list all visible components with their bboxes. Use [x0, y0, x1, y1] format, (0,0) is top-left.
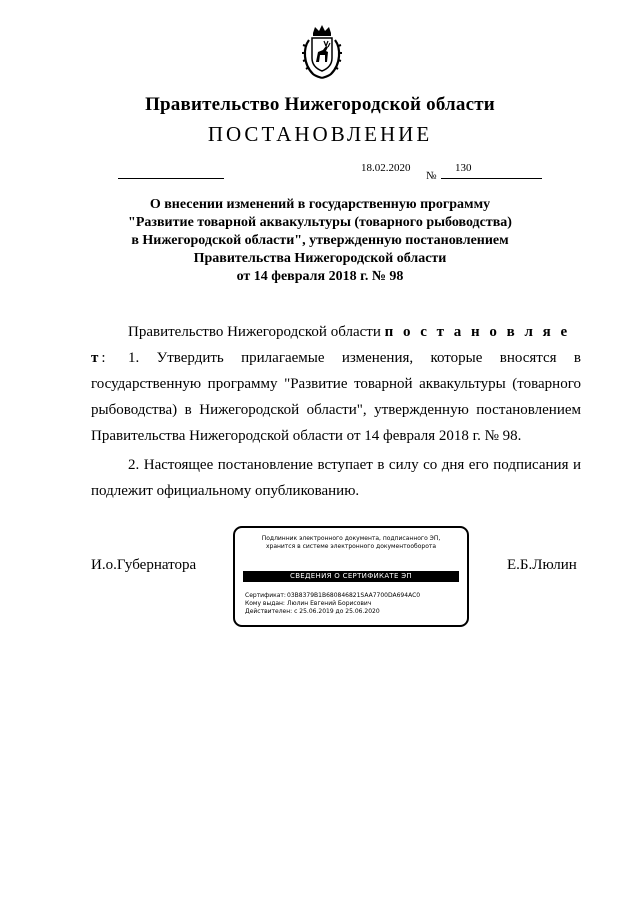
document-date: 18.02.2020	[361, 162, 411, 174]
intro-text: Правительство Нижегородской области	[128, 324, 381, 340]
document-type: ПОСТАНОВЛЕНИЕ	[207, 122, 433, 146]
stamp-issued-label: Кому выдан:	[245, 600, 285, 607]
stamp-note-line: хранится в системе электронного документооборота	[265, 543, 437, 550]
stamp-valid-value: с 25.06.2019 до 25.06.2020	[294, 608, 380, 615]
stamp-cert-row	[245, 592, 420, 599]
stamp-valid-label: Действителен:	[245, 608, 293, 615]
stamp-title: СВЕДЕНИЯ О СЕРТИФИКАТЕ ЭП	[243, 571, 459, 582]
government-title: Правительство Нижегородской области	[145, 94, 495, 115]
document-subject	[100, 196, 540, 286]
stamp-issued-value: Люлин Евгений Борисович	[287, 600, 372, 607]
subject-line: в Нижегородской области", утвержденную постановлением	[131, 233, 509, 248]
blank-line-left	[118, 178, 224, 179]
stamp-note	[235, 535, 467, 551]
signatory-position: И.о.Губернатора	[91, 557, 197, 573]
subject-line: Правительства Нижегородской области	[193, 251, 447, 266]
stamp-issued-row	[245, 600, 371, 607]
e-signature-stamp	[233, 526, 469, 627]
subject-line: от 14 февраля 2018 г. № 98	[236, 269, 404, 284]
subject-line: О внесении изменений в государственную программу	[149, 197, 491, 212]
number-line	[441, 178, 542, 179]
coat-of-arms-icon	[301, 24, 343, 80]
intro-colon: :	[101, 350, 106, 366]
stamp-cert-label: Сертификат:	[245, 592, 286, 599]
item-2-paragraph: 2. Настоящее постановление вступает в силу со дня его подписания и подлежит официальному опубликованию.	[91, 457, 581, 499]
stamp-valid-row	[245, 608, 380, 615]
stamp-note-line: Подлинник электронного документа, подписанного ЭП,	[261, 535, 441, 542]
document-number: 130	[455, 162, 472, 174]
number-sign: №	[426, 170, 437, 182]
subject-line: "Развитие товарной аквакультуры (товарного рыбоводства)	[128, 215, 512, 230]
intro-verb: п о с т а н о в л я е т	[91, 324, 571, 366]
signatory-name: Е.Б.Люлин	[507, 557, 577, 573]
stamp-cert-value: 03B8379B1B680846821SAA7700DA694AC0	[287, 592, 421, 599]
item-1-paragraph: 1. Утвердить прилагаемые изменения, которые вносятся в государственную программу "Развитие товарной аквакультуры (товарного рыбоводства) в Нижегородской области", утвержденную постановлением Правительства Нижегородской области от 14 февраля 2018 г. № 98.	[91, 350, 581, 444]
